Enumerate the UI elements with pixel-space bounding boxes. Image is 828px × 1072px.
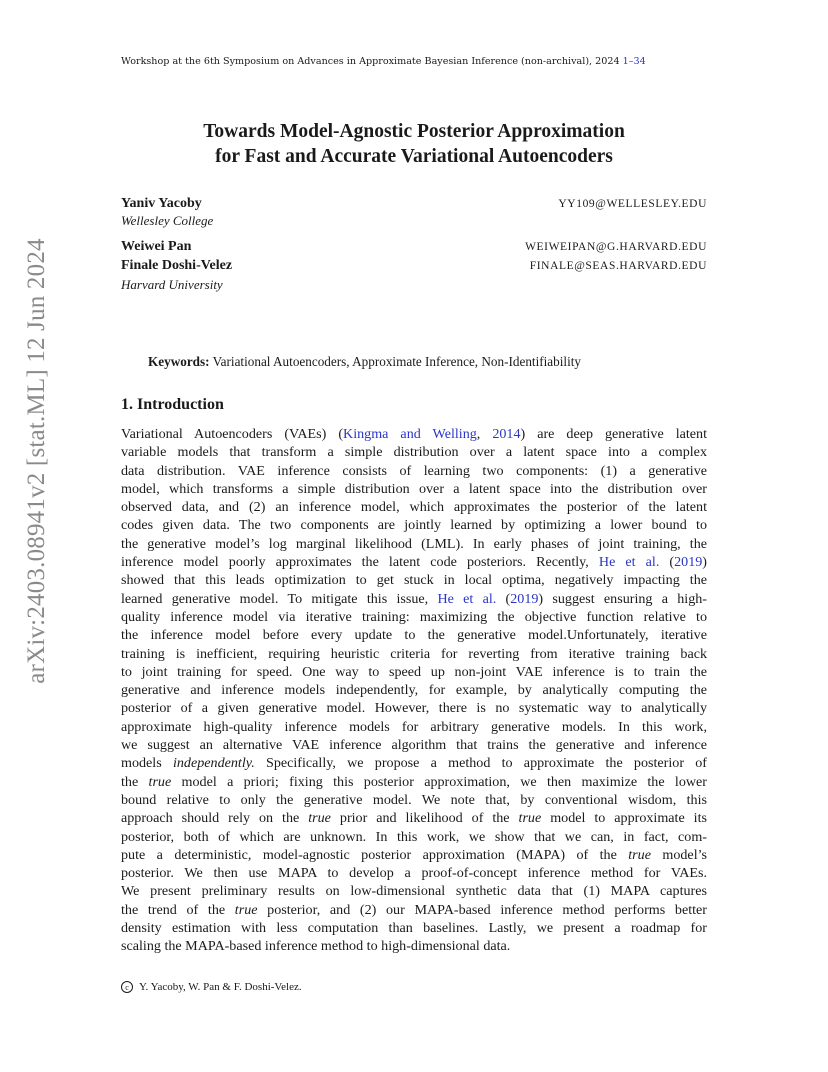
emphasis: independently.	[172, 755, 255, 772]
paper-title	[110, 119, 718, 169]
body-line: pute a deterministic, model-agnostic posterior approximation (MAPA) of the true model’s	[121, 846, 708, 863]
body-line: observed data, and (2) an inference model, which approximates the posterior of the latent	[121, 499, 707, 516]
keywords-label: Keywords:	[148, 354, 210, 369]
body-line: models independently. Specifically, we propose a method to approximate the posterior of	[121, 755, 707, 772]
introduction-paragraph	[121, 425, 707, 956]
body-line: showed that this leads optimization to get stuck in local optima, negatively impacting the	[121, 572, 707, 589]
body-line: We present preliminary results on low-dimensional synthetic data that (1) MAPA captures	[121, 883, 707, 900]
copyright-icon: c	[121, 981, 133, 993]
body-line: we suggest an alternative VAE inference algorithm that trains the generative and inference	[121, 737, 707, 754]
author-name: Finale Doshi-Velez	[121, 258, 233, 273]
body-line: learned generative model. To mitigate this issue, He et al. (2019) suggest ensuring a high-	[121, 590, 707, 607]
title-line-1: Towards Model-Agnostic Posterior Approximation	[203, 121, 625, 142]
affiliation: Wellesley College	[121, 213, 214, 228]
body-line: approach should rely on the true prior and likelihood of the true model to approximate its	[121, 810, 708, 827]
body-line: the inference model before every update to the generative model.Unfortunately, iterative	[121, 627, 707, 644]
citation-link[interactable]: 2019	[510, 590, 539, 607]
body-line: quality inference model via iterative training: maximizing the objective function relative to	[121, 608, 707, 625]
author-email: FINALE@SEAS.HARVARD.EDU	[529, 260, 707, 272]
author-row-2	[121, 237, 707, 257]
emphasis: true	[628, 846, 651, 863]
arxiv-identifier: arXiv:2403.08941v2 [stat.ML] 12 Jun 2024	[23, 237, 50, 684]
body-line: data distribution. VAE inference consists of learning two components: (1) a generative	[121, 462, 707, 479]
body-line: approximate high-quality inference models for arbitrary generative models. In this work,	[121, 718, 707, 735]
body-line: posterior, both of which are unknown. In this work, we show that we can, in fact, com-	[121, 828, 707, 845]
citation-link[interactable]: 2019	[674, 554, 703, 571]
section-number: 1.	[121, 396, 133, 413]
keywords	[148, 353, 708, 371]
author-name: Yaniv Yacoby	[121, 196, 202, 211]
citation-link[interactable]: He et al.	[437, 590, 497, 607]
body-line: inference model poorly approximates the latent code posteriors. Recently, He et al. (2019)	[121, 554, 707, 571]
emphasis: true	[308, 810, 331, 827]
author-row-3	[121, 256, 707, 276]
body-line: posterior of a given generative model. However, there is no systematic way to analytically	[121, 700, 707, 717]
footer-text: Y. Yacoby, W. Pan & F. Doshi-Velez.	[139, 981, 302, 993]
body-line: the trend of the true posterior, and (2) our MAPA-based inference method performs better	[121, 901, 707, 918]
emphasis: true	[518, 810, 542, 827]
copyright-footer	[121, 979, 302, 995]
body-line: generative and inference models independently, for example, by analytically computing the	[121, 682, 707, 699]
title-line-2: for Fast and Accurate Variational Autoencoders	[215, 146, 613, 167]
body-line: variable models that transform a simple distribution over a latent space into a complex	[121, 444, 707, 461]
affiliation: Harvard University	[121, 277, 223, 292]
body-line: Variational Autoencoders (VAEs) (Kingma and Welling, 2014) are deep generative latent	[121, 426, 707, 442]
citation-link[interactable]: Kingma and Welling	[343, 426, 477, 442]
author-email: WEIWEIPAN@G.HARVARD.EDU	[525, 241, 707, 253]
emphasis: true	[148, 773, 172, 790]
keywords-text: Variational Autoencoders, Approximate Inference, Non-Identifiability	[212, 354, 582, 369]
body-line: the true model a priori; fixing this posterior approximation, we then maximize the lower	[121, 773, 707, 790]
body-line: to joint training for speed. One way to speed up non-joint VAE inference is to train the	[121, 663, 707, 680]
section-heading	[121, 395, 224, 415]
body-line: density estimation with less computation than baselines. Lastly, we present a roadmap for	[121, 920, 707, 937]
author-email: YY109@WELLESLEY.EDU	[558, 198, 707, 210]
body-line: scaling the MAPA-based inference method to high-dimensional data.	[121, 938, 511, 955]
body-line: model, which transforms a simple distribution over a latent space into the distribution over	[121, 480, 707, 497]
running-header	[121, 55, 721, 69]
page-range-link[interactable]: 1–34	[622, 56, 646, 67]
author-name: Weiwei Pan	[121, 239, 192, 254]
body-line: codes given data. The two components are jointly learned by optimizing a lower bound to	[121, 517, 707, 534]
venue-text: Workshop at the 6th Symposium on Advances in Approximate Bayesian Inference (non-archival), 2024	[121, 56, 620, 67]
citation-link[interactable]: 2014	[492, 426, 521, 442]
body-line: posterior. We then use MAPA to develop a proof-of-concept inference method for VAEs.	[121, 865, 707, 882]
citation-link[interactable]: He et al.	[598, 554, 660, 571]
emphasis: true	[234, 901, 258, 918]
author-row-1	[121, 194, 707, 214]
section-title: Introduction	[137, 396, 224, 413]
arxiv-side-stamp	[22, 237, 52, 684]
body-line: the generative model’s log marginal likelihood (LML). In early phases of joint training, the	[121, 535, 707, 552]
body-line: training is inefficient, requiring heuristic criteria for reverting from iterative training back	[121, 645, 707, 662]
body-line: bound relative to only the generative model. We note that, by conventional wisdom, this	[121, 791, 707, 808]
